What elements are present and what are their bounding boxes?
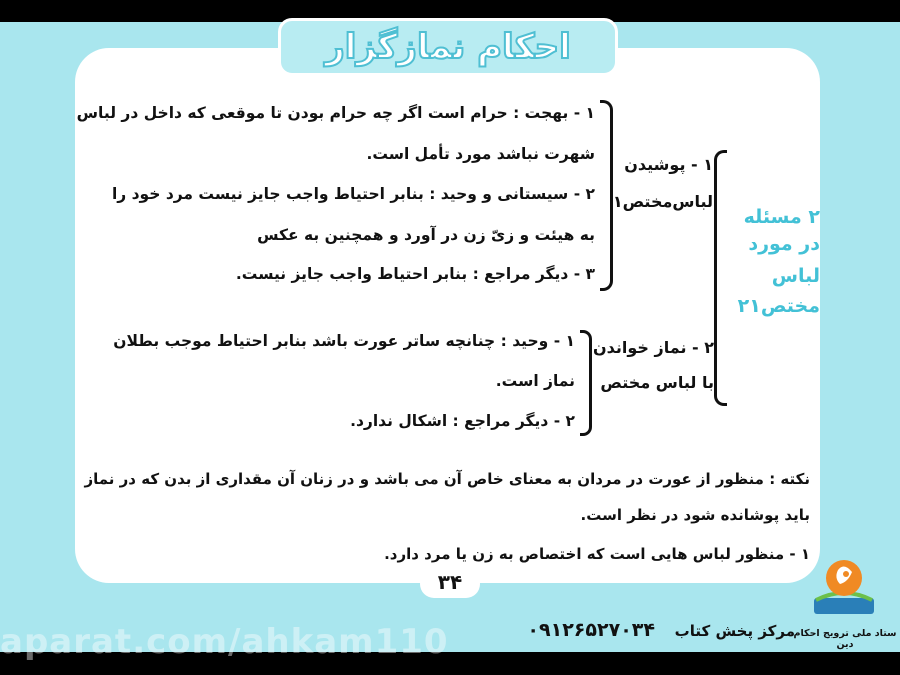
side-title-line-1: ۲ مسئله: [743, 206, 820, 228]
title-banner: [278, 18, 618, 76]
section1-heading-line2: لباس‌مختص۱: [612, 192, 713, 211]
section1-item-2-cont: به هیئت و زیّ زن در آورد و همچنین به عکس: [257, 226, 595, 244]
banner-title: احکام نمازگزار: [325, 27, 571, 67]
page-number: ۳۴: [420, 570, 480, 598]
footnote: ۱ - منظور لباس هایی است که اختصاص به زن یا مرد دارد.: [384, 545, 810, 563]
content-card: [75, 48, 820, 583]
section1-item-3: ۳ - دیگر مراجع : بنابر احتیاط واجب جایز نیست.: [235, 265, 595, 283]
section1-item-1: ۱ - بهجت : حرام است اگر چه حرام بودن تا موقعی که داخل در لباس: [76, 104, 595, 122]
section2-bracket: [580, 330, 592, 436]
section1-item-1-cont: شهرت نباشد مورد تأمل است.: [366, 145, 595, 163]
main-bracket: [714, 150, 727, 406]
section2-heading-line1: ۲ - نماز خواندن: [592, 338, 714, 357]
section1-heading-line1: ۱ - پوشیدن: [624, 155, 713, 174]
section1-bracket: [600, 100, 613, 291]
section2-item-1-cont: نماز است.: [495, 372, 575, 390]
side-title-line-4: مختص۲۱: [737, 295, 820, 317]
section2-item-2: ۲ - دیگر مراجع : اشکال ندارد.: [350, 412, 575, 430]
watermark: aparat.com/ahkam110: [0, 622, 449, 662]
section1-item-2: ۲ - سیستانی و وحید : بنابر احتیاط واجب جایز نیست مرد خود را: [111, 185, 595, 203]
note-line-1: نکته : منظور از عورت در مردان به معنای خاص آن می باشد و در زنان آن مقداری از بدن که در نماز: [84, 470, 810, 488]
logo-caption: ستاد ملی ترویج احکام دین: [793, 628, 897, 650]
note-line-2: باید پوشانده شود در نظر است.: [580, 506, 810, 524]
section2-item-1: ۱ - وحید : چنانچه ساتر عورت باشد بنابر احتیاط موجب بطلان: [113, 332, 575, 350]
side-title-line-2: در مورد: [748, 233, 820, 255]
side-title-line-3: لباس: [771, 265, 820, 287]
logo-icon: [808, 548, 880, 620]
section2-heading-line2: با لباس مختص: [600, 373, 714, 392]
footer-label: مرکز پخش کتاب: [674, 622, 795, 640]
footer-phone: ۰۹۱۲۶۵۲۷۰۳۴: [527, 619, 655, 641]
